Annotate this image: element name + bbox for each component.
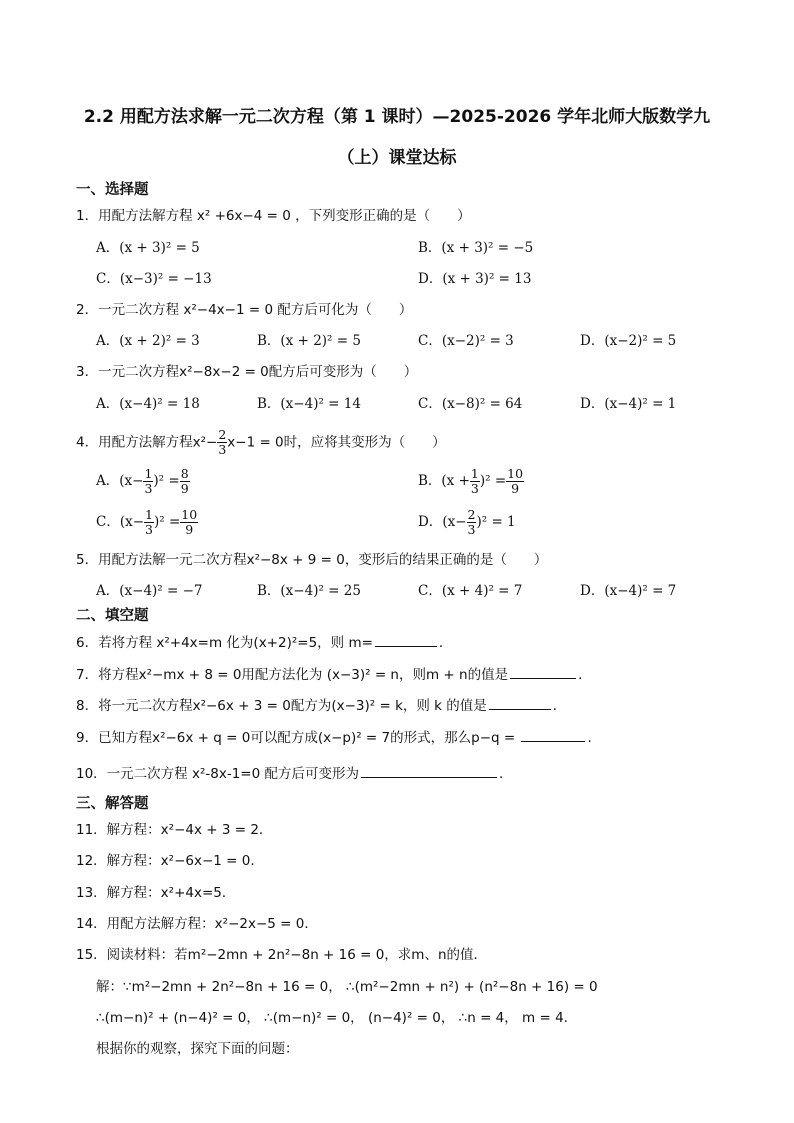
- question-4-option-c: [96, 508, 198, 537]
- question-3-option-a: A．(x−4)² = 18: [96, 396, 200, 412]
- question-8: [76, 695, 566, 716]
- question-13: 13．解方程：x²+4x=5．: [76, 885, 236, 901]
- fraction-denominator: 9: [185, 522, 194, 537]
- fraction-numerator: 1: [144, 466, 153, 481]
- fraction-denominator: 3: [467, 522, 476, 537]
- option-middle: )² =: [153, 514, 181, 530]
- answer-blank[interactable]: [510, 664, 576, 679]
- option-middle: )² = 1: [476, 514, 516, 530]
- question-5-stem: 5．用配方法解一元二次方程x²−8x + 9 = 0，变形后的结果正确的是（ ）: [76, 552, 548, 568]
- question-4-stem-part-a: 4．用配方法解方程x²−: [76, 434, 218, 451]
- question-9: [76, 727, 601, 748]
- option-prefix: C．(x−: [96, 514, 145, 530]
- question-2-stem: 2．一元二次方程 x²−4x−1 = 0 配方后可化为（ ）: [76, 302, 413, 318]
- question-5-option-a: A．(x−4)² = −7: [96, 583, 203, 599]
- section-heading-fill: 二、填空题: [76, 608, 149, 624]
- question-6-end: ．: [438, 635, 453, 651]
- question-2-option-d: D．(x−2)² = 5: [580, 333, 677, 349]
- question-4-option-d: [418, 508, 516, 537]
- question-7-text: 7．将方程x²−mx + 8 = 0用配方法化为 (x−3)² = n，则m + n的值是: [76, 667, 509, 683]
- question-15-solution-line-1: 解：∵m²−2mn + 2n²−8n + 16 = 0， ∴(m²−2mn + n²) + (n²−8n + 16) = 0: [96, 979, 598, 995]
- fraction-denominator: 3: [144, 481, 153, 496]
- question-2-option-c: C．(x−2)² = 3: [418, 333, 514, 349]
- option-fraction: [143, 467, 153, 496]
- question-15-prompt: 根据你的观察，探究下面的问题：: [96, 1041, 299, 1057]
- question-1-option-b: B．(x + 3)² = −5: [418, 240, 534, 256]
- question-9-end: ．: [587, 730, 601, 746]
- question-3-stem: 3．一元二次方程x²−8x−2 = 0配方后可变形为（ ）: [76, 364, 418, 380]
- fraction-denominator: 3: [470, 481, 479, 496]
- fraction-numerator: 8: [180, 466, 189, 481]
- fraction-denominator: 3: [145, 522, 153, 537]
- question-1-stem: 1．用配方法解方程 x² +6x−4 = 0 ，下列变形正确的是（ ）: [76, 208, 471, 224]
- question-3-option-c: C．(x−8)² = 64: [418, 396, 523, 412]
- question-15-stem: 15．阅读材料：若m²−2mn + 2n²−8n + 16 = 0，求m、n的值．: [76, 947, 488, 963]
- question-5-option-b: B．(x−4)² = 25: [257, 583, 361, 599]
- section-heading-solve: 三、解答题: [76, 796, 149, 812]
- fraction-numerator: 10: [181, 507, 198, 522]
- answer-blank[interactable]: [489, 695, 551, 710]
- option-result-fraction: [506, 467, 524, 496]
- fraction-numerator: 10: [507, 466, 524, 481]
- fraction-numerator: 2: [467, 507, 476, 522]
- option-prefix: A．(x−: [96, 473, 144, 489]
- question-7: [76, 664, 592, 685]
- question-7-end: ．: [578, 667, 592, 683]
- question-1-option-d: D．(x + 3)² = 13: [418, 271, 532, 287]
- question-5-option-c: C．(x + 4)² = 7: [418, 583, 523, 599]
- option-result-fraction: [180, 508, 198, 537]
- option-result-fraction: [180, 467, 190, 496]
- fraction-numerator: 2: [218, 427, 227, 442]
- question-2-option-b: B．(x + 2)² = 5: [257, 333, 361, 349]
- fraction-denominator: 9: [511, 481, 520, 496]
- question-8-text: 8．将一元二次方程x²−6x + 3 = 0配方为(x−3)² = k，则 k 的值是: [76, 698, 487, 714]
- answer-blank[interactable]: [375, 632, 437, 647]
- option-prefix: D．(x−: [418, 514, 467, 530]
- question-11: 11．解方程：x²−4x + 3 = 2．: [76, 822, 273, 838]
- question-15-solution-line-2: ∴(m−n)² + (n−4)² = 0， ∴(m−n)² = 0， (n−4)² = 0， ∴n = 4， m = 4．: [96, 1010, 578, 1026]
- question-10: [76, 763, 512, 784]
- fraction-denominator: 3: [218, 442, 227, 457]
- question-4-stem: [76, 428, 446, 457]
- question-1-option-c: C．(x−3)² = −13: [96, 271, 212, 287]
- answer-blank[interactable]: [521, 727, 585, 742]
- option-fraction: [144, 508, 154, 537]
- question-4-option-a: [96, 467, 190, 496]
- question-14: 14．用配方法解方程：x²−2x−5 = 0．: [76, 916, 318, 932]
- option-fraction: [467, 508, 477, 537]
- question-8-end: ．: [552, 698, 567, 714]
- question-12: 12．解方程：x²−6x−1 = 0.: [76, 853, 255, 869]
- page-subtitle: （上）课堂达标: [337, 148, 457, 168]
- question-10-end: ．: [498, 766, 513, 782]
- question-10-text: 10．一元二次方程 x²-8x-1=0 配方后可变形为: [76, 766, 359, 782]
- question-6-text: 6．若将方程 x²+4x=m 化为(x+2)²=5，则 m=: [76, 635, 373, 651]
- option-middle: )² =: [153, 473, 180, 489]
- option-fraction: [470, 467, 480, 496]
- question-4-option-b: [418, 467, 524, 496]
- question-3-option-b: B．(x−4)² = 14: [257, 396, 361, 412]
- question-5-option-d: D．(x−4)² = 7: [580, 583, 677, 599]
- fraction-numerator: 1: [145, 507, 153, 522]
- question-3-option-d: D．(x−4)² = 1: [580, 396, 677, 412]
- question-4-stem-part-b: x−1 = 0时，应将其变形为（ ）: [227, 434, 446, 451]
- answer-blank[interactable]: [361, 763, 497, 778]
- fraction-numerator: 1: [470, 466, 479, 481]
- page-title: 2.2 用配方法求解一元二次方程（第 1 课时）—2025-2026 学年北师大版数学九: [83, 107, 711, 127]
- question-4-stem-fraction: [217, 428, 227, 457]
- section-heading-choice: 一、选择题: [76, 182, 149, 198]
- option-prefix: B．(x +: [418, 473, 470, 489]
- option-middle: )² =: [479, 473, 507, 489]
- question-6: [76, 632, 452, 653]
- fraction-denominator: 9: [180, 481, 189, 496]
- question-9-text: 9．已知方程x²−6x + q = 0可以配方成(x−p)² = 7的形式，那么p−q =: [76, 730, 520, 746]
- question-2-option-a: A．(x + 2)² = 3: [96, 333, 200, 349]
- question-1-option-a: A．(x + 3)² = 5: [96, 240, 200, 256]
